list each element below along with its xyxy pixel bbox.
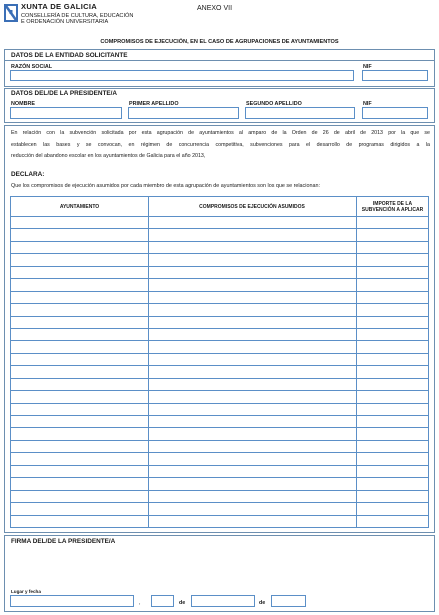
entity-divider (4, 60, 435, 61)
segundo-apellido-label: SEGUNDO APELLIDO (246, 101, 302, 107)
day-field[interactable] (151, 595, 174, 607)
galicia-flag-icon (4, 4, 18, 22)
president-nif-label: NIF (363, 101, 372, 107)
president-heading: DATOS DEL/DE LA PRESIDENTE/A (11, 90, 118, 97)
table-row[interactable] (11, 378, 428, 390)
razon-social-field[interactable] (10, 70, 354, 81)
form-title: COMPROMISOS DE EJECUCIÓN, EN EL CASO DE AGRUPACIONES DE AYUNTAMIENTOS (100, 39, 339, 45)
nombre-field[interactable] (10, 107, 122, 119)
logo-subtitle-2: E ORDENACIÓN UNIVERSITARIA (21, 19, 109, 25)
entity-nif-field[interactable] (362, 70, 428, 81)
table-row[interactable] (11, 365, 428, 377)
annex-label: ANEXO VII (197, 5, 233, 12)
month-field[interactable] (191, 595, 255, 607)
table-row[interactable] (11, 253, 428, 265)
table-row[interactable] (11, 353, 428, 365)
commitments-table (10, 196, 429, 528)
primer-apellido-label: PRIMER APELLIDO (129, 101, 179, 107)
table-row[interactable] (11, 403, 428, 415)
table-row[interactable] (11, 316, 428, 328)
entity-nif-label: NIF (363, 64, 372, 70)
de-label-2: de (259, 600, 266, 606)
signature-heading: FIRMA DEL/DE LA PRESIDENTE/A (11, 538, 116, 545)
razon-social-label: RAZÓN SOCIAL (11, 64, 53, 70)
table-row[interactable] (11, 502, 428, 514)
declara-text: Que los compromisos de ejecución asumidos por cada miembro de esta agrupación de ayuntamientos son los que se relacionan: (11, 183, 320, 189)
table-row[interactable] (11, 427, 428, 439)
president-nif-field[interactable] (362, 107, 428, 119)
table-row[interactable] (11, 477, 428, 489)
table-row[interactable] (11, 515, 428, 527)
intro-line-3: reducción del abandono escolar en los ayuntamientos de Galicia para el año 2013, (11, 153, 206, 159)
nombre-label: NOMBRE (11, 101, 35, 107)
logo-title: XUNTA DE GALICIA (21, 2, 98, 11)
xunta-logo (4, 3, 154, 29)
intro-line-1: En relación con la subvención solicitada por esta agrupación de ayuntamientos al amparo de la Orden de 26 de abril de 2013 por la que se (11, 130, 430, 136)
segundo-apellido-field[interactable] (245, 107, 355, 119)
table-row[interactable] (11, 415, 428, 427)
table-row[interactable] (11, 266, 428, 278)
table-row[interactable] (11, 465, 428, 477)
table-row[interactable] (11, 440, 428, 452)
col-header-ayuntamiento: AYUNTAMIENTO (59, 204, 100, 210)
de-label-1: de (179, 600, 186, 606)
table-row[interactable] (11, 490, 428, 502)
table-row[interactable] (11, 390, 428, 402)
year-field[interactable] (271, 595, 306, 607)
col-header-importe-1: IMPORTE DE LA (372, 201, 413, 207)
intro-line-2: establecen las bases y se convocan, en régimen de concurrencia competitiva, subvenciones para el desarrollo de programas dirigidos a la (11, 141, 430, 148)
table-row[interactable] (11, 228, 428, 240)
place-comma: , (139, 600, 141, 606)
table-row[interactable] (11, 303, 428, 315)
col-header-compromisos: COMPROMISOS DE EJECUCIÓN ASUMIDOS (199, 204, 305, 210)
place-date-label: Lugar y fecha (11, 589, 41, 594)
entity-heading: DATOS DE LA ENTIDAD SOLICITANTE (11, 52, 128, 59)
logo-subtitle-1: CONSELLERÍA DE CULTURA, EDUCACIÓN (21, 13, 134, 19)
table-row[interactable] (11, 291, 428, 303)
table-row[interactable] (11, 216, 428, 228)
table-row[interactable] (11, 452, 428, 464)
intro-paragraph (11, 128, 430, 163)
table-row[interactable] (11, 328, 428, 340)
table-row[interactable] (11, 278, 428, 290)
table-row[interactable] (11, 241, 428, 253)
table-row[interactable] (11, 340, 428, 352)
place-field[interactable] (10, 595, 134, 607)
declara-heading: DECLARA: (11, 171, 45, 178)
primer-apellido-field[interactable] (128, 107, 239, 119)
col-header-importe-2: SUBVENCIÓN A APLICAR (361, 207, 424, 213)
